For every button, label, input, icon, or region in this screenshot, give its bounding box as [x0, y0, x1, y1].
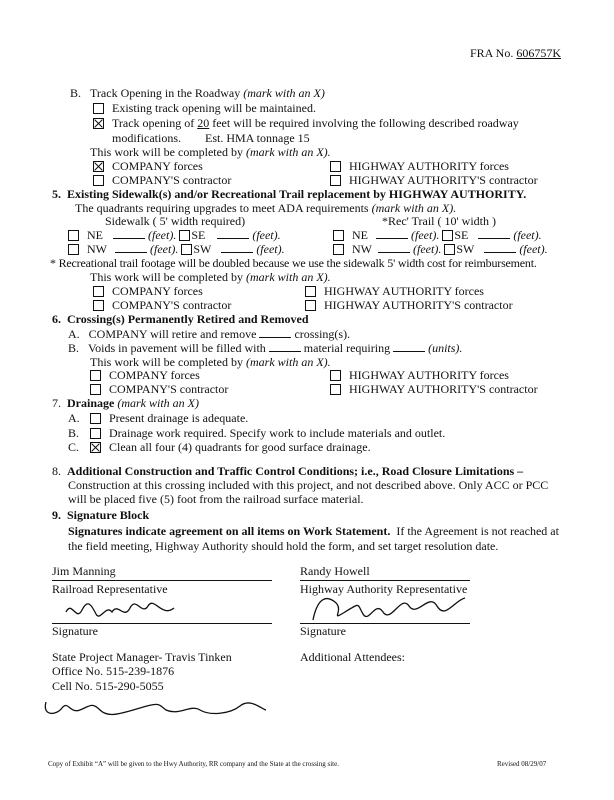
option-label: Existing track opening will be maintained. — [112, 101, 316, 115]
opt-company-forces — [93, 284, 203, 298]
section-9-heading — [52, 508, 149, 522]
option-label: COMPANY'S contractor — [112, 173, 232, 187]
checkbox-highway-contractor[interactable] — [330, 384, 341, 395]
opt-company-forces — [90, 368, 200, 382]
section-8-text: will be placed five (5) foot from the railroad surface material. — [68, 492, 364, 506]
unit: (feet). — [150, 242, 179, 256]
option-label: HIGHWAY AUTHORITY'S contractor — [349, 382, 538, 396]
opening-feet: 20 — [197, 116, 210, 130]
checkbox-sidewalk-sw[interactable] — [181, 244, 192, 255]
text: If the Agreement is not reached at — [396, 524, 559, 538]
section-8-text: Construction at this crossing included with this project, and not described above. Only ACC or PCC — [68, 478, 549, 492]
opt-existing — [93, 101, 316, 115]
label: This work will be completed by — [90, 145, 243, 159]
checkbox-sidewalk-ne[interactable] — [68, 230, 79, 241]
checkbox-sidewalk-nw[interactable] — [68, 244, 79, 255]
fra-label: FRA No. — [470, 46, 514, 60]
quad-label: SW — [193, 242, 212, 256]
opt-highway-contractor — [305, 298, 513, 312]
section-5-heading — [52, 187, 526, 201]
section-8-heading — [52, 464, 523, 478]
unit: (feet). — [513, 228, 542, 242]
section-number: 9. — [52, 508, 61, 522]
quad-label: NE — [87, 228, 103, 242]
option-label: Present drainage is adequate. — [109, 411, 249, 425]
instruction: (mark with an X). — [245, 270, 331, 284]
label: This work will be completed by — [90, 270, 243, 284]
item-7c — [68, 440, 371, 454]
unit: (feet). — [252, 228, 281, 242]
option-label: COMPANY forces — [112, 159, 203, 173]
quad-label: SE — [454, 228, 469, 242]
checkbox-trail-ne[interactable] — [333, 230, 344, 241]
checkbox-company-forces[interactable] — [93, 286, 104, 297]
completed-by — [90, 355, 331, 369]
office-phone: Office No. 515-239-1876 — [52, 664, 175, 678]
label: COMPANY will retire and remove — [88, 327, 257, 341]
unit: (feet). — [148, 228, 177, 242]
item-letter: A. — [68, 411, 80, 425]
opt-company-contractor — [93, 298, 231, 312]
item-6a — [68, 327, 350, 341]
item-letter: C. — [68, 440, 80, 454]
hw-name: Randy Howell — [300, 564, 370, 578]
opt-company-contractor — [93, 173, 231, 187]
sidewalk-nw-sw — [68, 242, 285, 256]
checkbox-highway-forces[interactable] — [330, 161, 341, 172]
cell-phone: Cell No. 515-290-5055 — [52, 679, 164, 693]
checkbox-highway-forces[interactable] — [305, 286, 316, 297]
rr-name-line — [52, 580, 272, 581]
footer-note: Copy of Exhibit “A” will be given to the Hwy Authority, RR company and the State at the crossing site. — [48, 760, 339, 768]
section-9-text: the field meeting, Highway Authority should hold the form, and set target resolution date. — [68, 539, 499, 553]
section-number: 8. — [52, 464, 61, 478]
opt-highway-forces — [305, 284, 484, 298]
section-number: 5. — [52, 187, 61, 201]
option-label: feet will be required involving the following described roadway — [212, 116, 519, 130]
checkbox-trail-nw[interactable] — [333, 244, 344, 255]
section-title: Signature Block — [67, 508, 150, 522]
opt-company-contractor — [90, 382, 228, 396]
trail-nw-sw — [333, 242, 548, 256]
option-label: modifications. — [112, 131, 181, 145]
section-title: Existing Sidewalk(s) and/or Recreational Trail replacement by HIGHWAY AUTHORITY. — [67, 187, 527, 201]
checkbox-highway-contractor[interactable] — [305, 300, 316, 311]
instruction: (mark with an X). — [245, 355, 331, 369]
hma-tonnage: Est. HMA tonnage 15 — [205, 131, 310, 145]
checkbox-trail-sw[interactable] — [444, 244, 455, 255]
quad-label: NE — [352, 228, 368, 242]
option-label: COMPANY forces — [109, 368, 200, 382]
section-number: 7. — [52, 396, 61, 410]
completed-by — [90, 145, 331, 159]
bold-text: Signatures indicate agreement on all items on Work Statement. — [68, 524, 391, 538]
trail-ne-se — [333, 228, 542, 242]
hw-role: Highway Authority Representative — [300, 582, 468, 596]
hw-signature — [305, 590, 475, 626]
unit: (feet). — [256, 242, 285, 256]
option-label: HIGHWAY AUTHORITY forces — [349, 159, 509, 173]
opt-highway-contractor — [330, 173, 538, 187]
section-7-heading — [52, 396, 199, 410]
option-label: Clean all four (4) quadrants for good surface drainage. — [109, 440, 371, 454]
label: crossing(s). — [294, 327, 351, 341]
item-7b — [68, 426, 445, 440]
checkbox-trail-se[interactable] — [442, 230, 453, 241]
fra-number — [470, 46, 561, 60]
option-label: HIGHWAY AUTHORITY'S contractor — [349, 173, 538, 187]
section-9-text — [68, 524, 559, 538]
quad-label: NW — [87, 242, 107, 256]
quad-label: SE — [191, 228, 206, 242]
section-6-heading — [52, 312, 309, 326]
label: This work will be completed by — [90, 355, 243, 369]
quad-label: NW — [352, 242, 372, 256]
project-manager: State Project Manager- Travis Tinken — [52, 650, 232, 664]
sidewalk-ne-se — [68, 228, 281, 242]
hw-signature-label: Signature — [300, 624, 346, 638]
checkbox-7c-checked[interactable] — [90, 442, 101, 453]
option-label: HIGHWAY AUTHORITY forces — [349, 368, 509, 382]
checkbox-company-contractor[interactable] — [93, 175, 104, 186]
quadrants-text — [75, 201, 456, 215]
section-title: Track Opening in the Roadway — [90, 86, 241, 100]
instruction: (mark with an X). — [371, 201, 457, 215]
rr-signature — [62, 598, 182, 624]
opt-highway-contractor — [330, 382, 538, 396]
section-title: Drainage — [67, 396, 115, 410]
label: Voids in pavement will be filled with — [88, 341, 266, 355]
completed-by — [90, 270, 331, 284]
fra-value: 606757K — [516, 46, 562, 60]
rr-name: Jim Manning — [52, 564, 116, 578]
pm-signature — [40, 694, 270, 724]
hw-name-line — [300, 580, 470, 581]
trail-note: * Recreational trail footage will be doubled because we use the sidewalk 5' width cost for reimbursement. — [50, 256, 537, 270]
option-label: COMPANY'S contractor — [109, 382, 229, 396]
checkbox-company-forces[interactable] — [90, 370, 101, 381]
checkbox-company-contractor[interactable] — [90, 384, 101, 395]
option-label: HIGHWAY AUTHORITY'S contractor — [324, 298, 513, 312]
unit: (units). — [428, 341, 463, 355]
label: The quadrants requiring upgrades to meet ADA requirements — [75, 201, 369, 215]
option-label: Drainage work required. Specify work to include materials and outlet. — [109, 426, 446, 440]
instruction: (mark with an X). — [245, 145, 331, 159]
checkbox-highway-contractor[interactable] — [330, 175, 341, 186]
checkbox-sidewalk-se[interactable] — [179, 230, 190, 241]
checkbox-highway-forces[interactable] — [330, 370, 341, 381]
item-6b — [68, 341, 462, 355]
item-letter: B. — [68, 426, 80, 440]
section-b-heading — [70, 86, 325, 100]
instruction: (mark with an X) — [117, 396, 199, 410]
unit: (feet). — [413, 242, 442, 256]
opt-company-forces — [93, 159, 203, 173]
checkbox-existing[interactable] — [93, 103, 104, 114]
section-title: Additional Construction and Traffic Control Conditions; i.e., Road Closure Limitations – — [67, 464, 524, 478]
checkbox-7a[interactable] — [90, 413, 101, 424]
opt-highway-forces — [330, 159, 509, 173]
unit: (feet). — [519, 242, 548, 256]
quad-label: SW — [456, 242, 475, 256]
section-letter: B. — [70, 86, 82, 100]
instruction: (mark with an X) — [243, 86, 325, 100]
rr-role: Railroad Representative — [52, 582, 168, 596]
sidewalk-label: Sidewalk ( 5' width required) — [105, 214, 246, 228]
item-letter: A. — [68, 327, 80, 341]
revised-date: Revised 08/29/07 — [497, 760, 547, 768]
section-title: Crossing(s) Permanently Retired and Removed — [67, 312, 309, 326]
rr-signature-label: Signature — [52, 624, 98, 638]
checkbox-7b[interactable] — [90, 428, 101, 439]
option-label: COMPANY'S contractor — [112, 298, 232, 312]
option-label: COMPANY forces — [112, 284, 203, 298]
checkbox-opening-checked[interactable] — [93, 118, 104, 129]
opt-opening-line2 — [112, 131, 310, 145]
checkbox-company-contractor[interactable] — [93, 300, 104, 311]
label: material requiring — [303, 341, 391, 355]
item-7a — [68, 411, 248, 425]
unit: (feet). — [411, 228, 440, 242]
section-number: 6. — [52, 312, 61, 326]
opt-opening — [93, 116, 519, 130]
additional-attendees: Additional Attendees: — [300, 650, 405, 664]
trail-label: *Rec' Trail ( 10' width ) — [382, 214, 496, 228]
option-label: Track opening of — [112, 116, 195, 130]
opt-highway-forces — [330, 368, 509, 382]
option-label: HIGHWAY AUTHORITY forces — [324, 284, 484, 298]
checkbox-company-forces[interactable] — [93, 161, 104, 172]
item-letter: B. — [68, 341, 80, 355]
